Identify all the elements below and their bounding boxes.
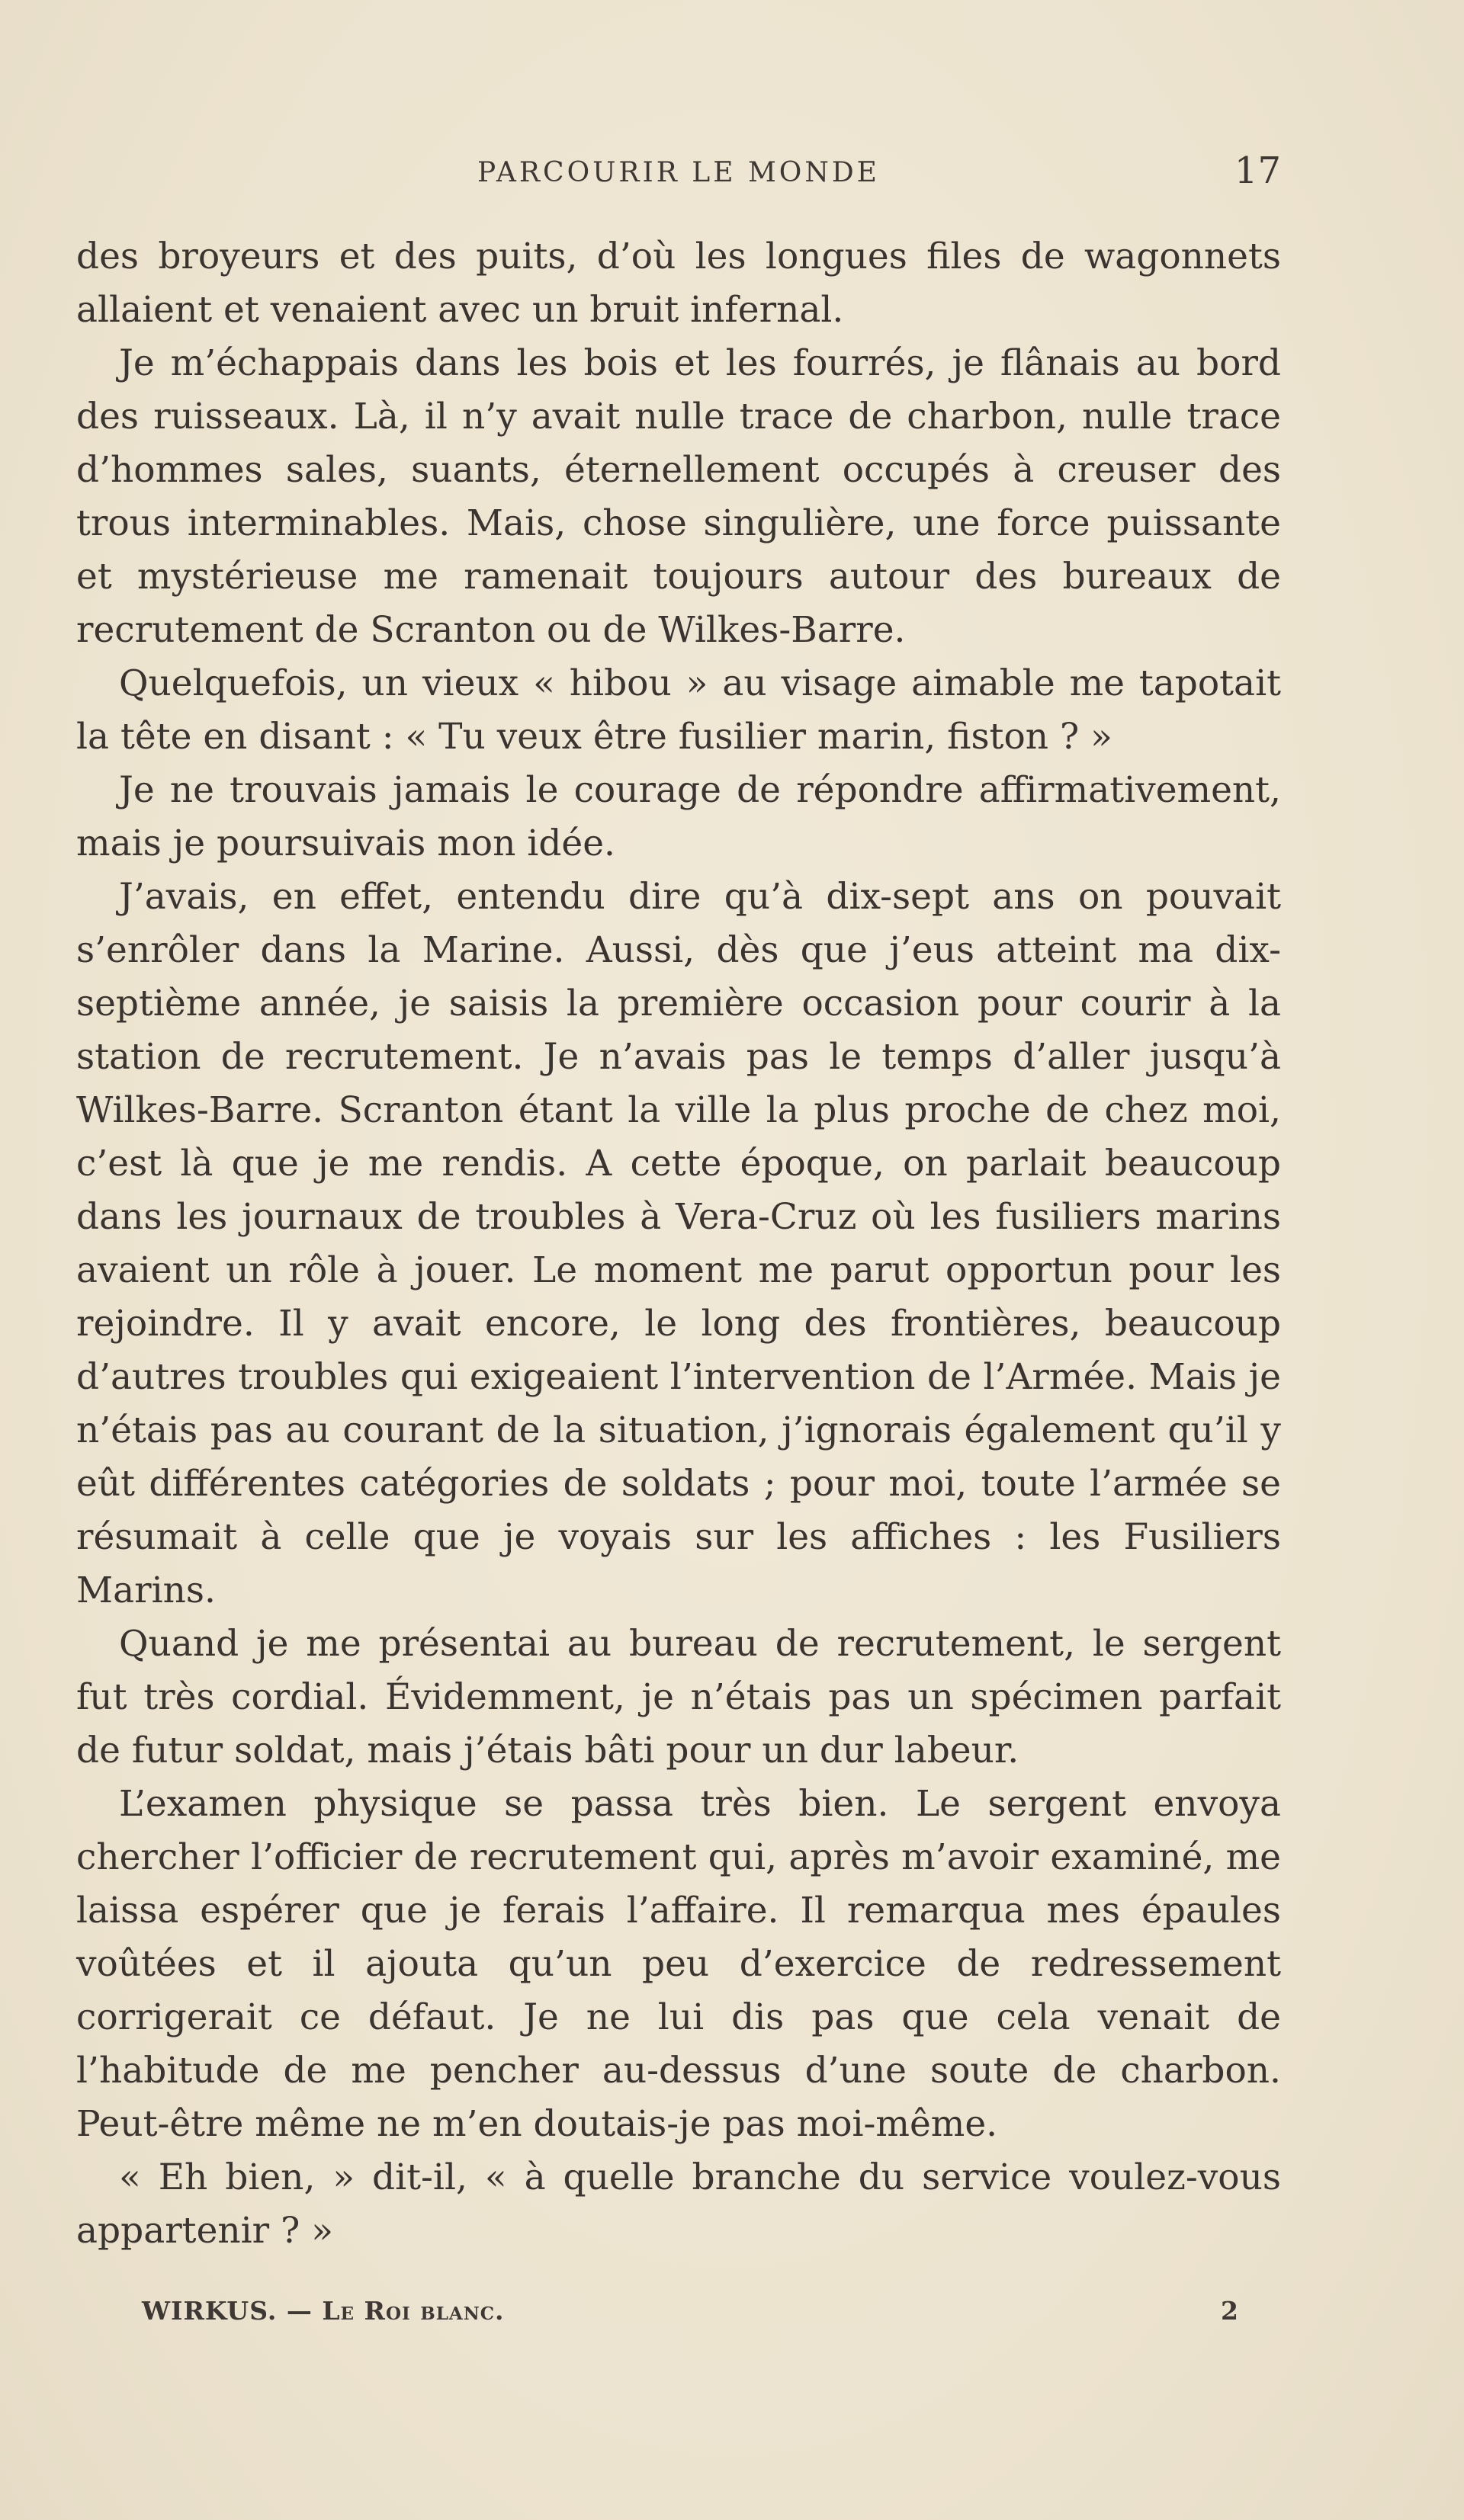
sheet-number: 2: [1221, 2296, 1238, 2326]
paragraph: Quelquefois, un vieux « hibou » au visage aimable me tapotait la tête en disant : « Tu veux être fusilier marin, fiston ? »: [76, 662, 1281, 758]
footer-signature: WIRKUS. — Le Roi blanc.: [142, 2296, 505, 2326]
page-number: 17: [1234, 149, 1281, 192]
running-title: PARCOURIR LE MONDE: [477, 157, 880, 188]
paragraph: L’examen physique se passa très bien. Le sergent envoya chercher l’officier de recrutement qui, après m’avoir examiné, me laissa espérer que je ferais l’affaire. Il remarqua mes épaules voûtées et il ajouta qu’un peu d’exercice de redressement corrigerait ce défaut. Je ne lui dis pas que cela venait de l’habitude de me pencher au-dessus d’une soute de charbon. Peut-être même ne m’en doutais-je pas moi-même.: [76, 1783, 1281, 2145]
body-text: [76, 230, 1281, 2258]
paragraph: J’avais, en effet, entendu dire qu’à dix-sept ans on pouvait s’enrôler dans la Marine. Aussi, dès que j’eus atteint ma dix-septième année, je saisis la première occasion pour courir à la station de recrutement. Je n’avais pas le temps d’aller jusqu’à Wilkes-Barre. Scranton étant la ville la plus proche de chez moi, c’est là que je me rendis. A cette époque, on parlait beaucoup dans les journaux de troubles à Vera-Cruz où les fusiliers marins avaient un rôle à jouer. Le moment me parut opportun pour les rejoindre. Il y avait encore, le long des frontières, beaucoup d’autres troubles qui exigeaient l’intervention de l’Armée. Mais je n’étais pas au courant de la situation, j’ignorais également qu’il y eût différentes catégories de soldats ; pour moi, toute l’armée se résumait à celle que je voyais sur les affiches : les Fusiliers Marins.: [76, 876, 1281, 1611]
page-footer: [142, 2296, 1238, 2334]
paragraph: Quand je me présentai au bureau de recrutement, le sergent fut très cordial. Évidemment, je n’étais pas un spécimen parfait de futur soldat, mais j’étais bâti pour un dur labeur.: [76, 1623, 1281, 1771]
paragraph: Je m’échappais dans les bois et les fourrés, je flânais au bord des ruisseaux. Là, il n’y avait nulle trace de charbon, nulle trace d’hommes sales, suants, éternellement occupés à creuser des trous interminables. Mais, chose singulière, une force puissante et mystérieuse me ramenait toujours autour des bureaux de recrutement de Scranton ou de Wilkes-Barre.: [76, 342, 1281, 651]
paragraph: Je ne trouvais jamais le courage de répondre affirmativement, mais je poursuivais mon idée.: [76, 769, 1281, 864]
running-head: [76, 149, 1281, 195]
paragraph: des broyeurs et des puits, d’où les longues files de wagonnets allaient et venaient avec un bruit infernal.: [76, 236, 1281, 331]
paragraph: « Eh bien, » dit-il, « à quelle branche du service voulez-vous appartenir ? »: [76, 2156, 1281, 2252]
